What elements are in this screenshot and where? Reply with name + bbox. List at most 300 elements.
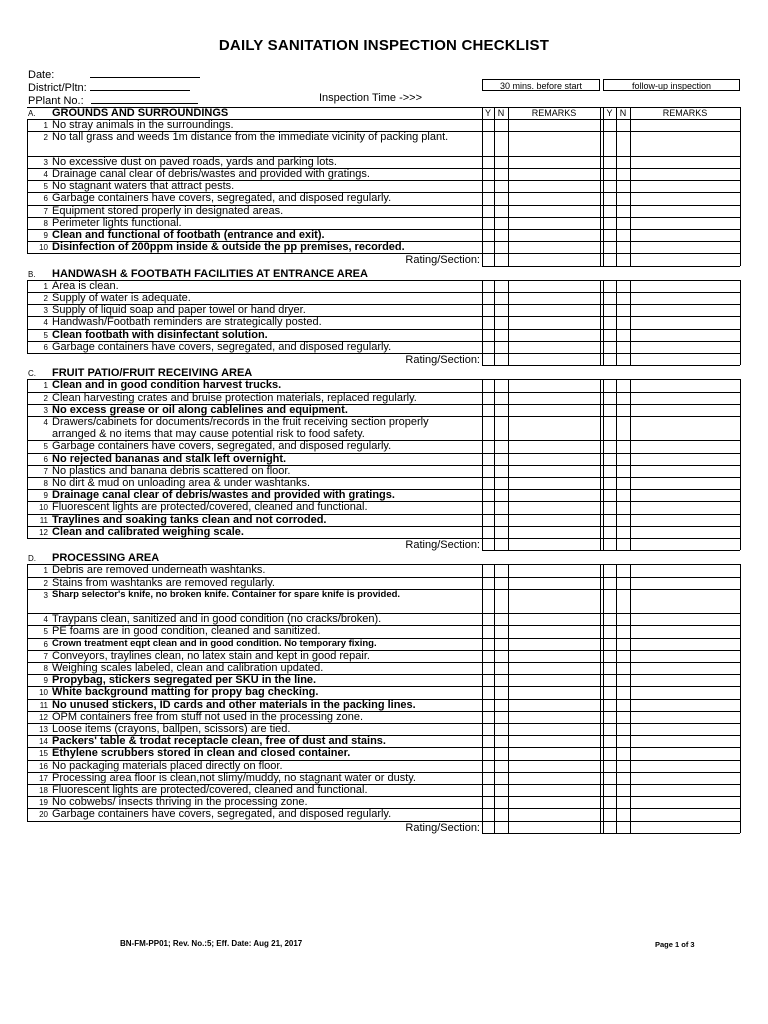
yes-cell-30min[interactable] (482, 404, 494, 416)
remarks-cell-30min[interactable] (508, 180, 600, 192)
no-cell-30min[interactable] (494, 711, 508, 723)
rating-remarks-30min[interactable] (508, 253, 600, 265)
yes-cell-followup[interactable] (603, 465, 616, 477)
rating-no-30min[interactable] (494, 538, 508, 550)
remarks-cell-followup[interactable] (630, 577, 740, 589)
remarks-cell-followup[interactable] (630, 808, 740, 820)
remarks-cell-30min[interactable] (508, 379, 600, 391)
rating-yes-30min[interactable] (482, 353, 494, 365)
no-cell-followup[interactable] (616, 440, 630, 452)
yes-cell-30min[interactable] (482, 341, 494, 353)
remarks-cell-followup[interactable] (630, 292, 740, 304)
remarks-cell-followup[interactable] (630, 241, 740, 253)
no-cell-followup[interactable] (616, 564, 630, 576)
remarks-cell-followup[interactable] (630, 192, 740, 204)
yes-cell-30min[interactable] (482, 760, 494, 772)
rating-remarks-30min[interactable] (508, 538, 600, 550)
remarks-cell-followup[interactable] (630, 341, 740, 353)
remarks-cell-followup[interactable] (630, 168, 740, 180)
yes-cell-followup[interactable] (603, 699, 616, 711)
yes-cell-followup[interactable] (603, 119, 616, 131)
rating-yes-followup[interactable] (603, 538, 616, 550)
yes-cell-30min[interactable] (482, 489, 494, 501)
yes-cell-followup[interactable] (603, 589, 616, 613)
remarks-cell-30min[interactable] (508, 625, 600, 637)
rating-no-followup[interactable] (616, 353, 630, 365)
yes-cell-followup[interactable] (603, 131, 616, 155)
remarks-cell-followup[interactable] (630, 735, 740, 747)
yes-cell-followup[interactable] (603, 564, 616, 576)
yes-cell-followup[interactable] (603, 477, 616, 489)
remarks-cell-followup[interactable] (630, 465, 740, 477)
remarks-cell-30min[interactable] (508, 577, 600, 589)
remarks-cell-followup[interactable] (630, 674, 740, 686)
remarks-cell-30min[interactable] (508, 723, 600, 735)
no-cell-followup[interactable] (616, 304, 630, 316)
rating-remarks-30min[interactable] (508, 353, 600, 365)
yes-cell-followup[interactable] (603, 329, 616, 341)
remarks-cell-followup[interactable] (630, 613, 740, 625)
yes-cell-followup[interactable] (603, 577, 616, 589)
no-cell-followup[interactable] (616, 686, 630, 698)
yes-cell-30min[interactable] (482, 192, 494, 204)
rating-no-followup[interactable] (616, 253, 630, 265)
remarks-cell-followup[interactable] (630, 796, 740, 808)
remarks-cell-followup[interactable] (630, 477, 740, 489)
no-cell-30min[interactable] (494, 180, 508, 192)
no-cell-30min[interactable] (494, 784, 508, 796)
no-cell-30min[interactable] (494, 217, 508, 229)
rating-remarks-30min[interactable] (508, 821, 600, 833)
yes-cell-30min[interactable] (482, 416, 494, 440)
remarks-cell-30min[interactable] (508, 760, 600, 772)
remarks-cell-followup[interactable] (630, 392, 740, 404)
no-cell-followup[interactable] (616, 217, 630, 229)
yes-cell-followup[interactable] (603, 304, 616, 316)
remarks-cell-30min[interactable] (508, 392, 600, 404)
remarks-cell-30min[interactable] (508, 699, 600, 711)
remarks-cell-followup[interactable] (630, 514, 740, 526)
rating-remarks-followup[interactable] (630, 353, 740, 365)
yes-cell-followup[interactable] (603, 711, 616, 723)
yes-cell-30min[interactable] (482, 564, 494, 576)
remarks-cell-30min[interactable] (508, 772, 600, 784)
no-cell-30min[interactable] (494, 453, 508, 465)
no-cell-followup[interactable] (616, 638, 630, 650)
no-cell-followup[interactable] (616, 379, 630, 391)
no-cell-30min[interactable] (494, 229, 508, 241)
yes-cell-30min[interactable] (482, 723, 494, 735)
remarks-cell-30min[interactable] (508, 280, 600, 292)
remarks-cell-followup[interactable] (630, 229, 740, 241)
no-cell-followup[interactable] (616, 613, 630, 625)
no-cell-followup[interactable] (616, 489, 630, 501)
remarks-cell-followup[interactable] (630, 119, 740, 131)
no-cell-followup[interactable] (616, 760, 630, 772)
remarks-cell-followup[interactable] (630, 156, 740, 168)
no-cell-followup[interactable] (616, 589, 630, 613)
remarks-cell-30min[interactable] (508, 192, 600, 204)
no-cell-30min[interactable] (494, 392, 508, 404)
remarks-cell-followup[interactable] (630, 440, 740, 452)
remarks-cell-followup[interactable] (630, 416, 740, 440)
remarks-cell-30min[interactable] (508, 156, 600, 168)
remarks-cell-30min[interactable] (508, 477, 600, 489)
remarks-cell-followup[interactable] (630, 711, 740, 723)
remarks-cell-30min[interactable] (508, 440, 600, 452)
yes-cell-followup[interactable] (603, 686, 616, 698)
remarks-cell-30min[interactable] (508, 589, 600, 613)
remarks-cell-followup[interactable] (630, 564, 740, 576)
yes-cell-30min[interactable] (482, 465, 494, 477)
no-cell-followup[interactable] (616, 453, 630, 465)
no-cell-followup[interactable] (616, 699, 630, 711)
no-cell-followup[interactable] (616, 674, 630, 686)
remarks-cell-followup[interactable] (630, 772, 740, 784)
no-cell-followup[interactable] (616, 796, 630, 808)
yes-cell-30min[interactable] (482, 501, 494, 513)
no-cell-followup[interactable] (616, 784, 630, 796)
yes-cell-30min[interactable] (482, 674, 494, 686)
no-cell-30min[interactable] (494, 341, 508, 353)
remarks-cell-followup[interactable] (630, 280, 740, 292)
yes-cell-30min[interactable] (482, 796, 494, 808)
yes-cell-followup[interactable] (603, 723, 616, 735)
yes-cell-followup[interactable] (603, 241, 616, 253)
yes-cell-30min[interactable] (482, 625, 494, 637)
remarks-cell-30min[interactable] (508, 489, 600, 501)
yes-cell-followup[interactable] (603, 229, 616, 241)
no-cell-30min[interactable] (494, 514, 508, 526)
no-cell-30min[interactable] (494, 241, 508, 253)
no-cell-followup[interactable] (616, 156, 630, 168)
no-cell-followup[interactable] (616, 280, 630, 292)
no-cell-followup[interactable] (616, 392, 630, 404)
yes-cell-30min[interactable] (482, 131, 494, 155)
yes-cell-30min[interactable] (482, 650, 494, 662)
no-cell-30min[interactable] (494, 577, 508, 589)
remarks-cell-followup[interactable] (630, 304, 740, 316)
remarks-cell-followup[interactable] (630, 453, 740, 465)
yes-cell-30min[interactable] (482, 735, 494, 747)
yes-cell-followup[interactable] (603, 168, 616, 180)
no-cell-30min[interactable] (494, 489, 508, 501)
remarks-cell-followup[interactable] (630, 650, 740, 662)
no-cell-30min[interactable] (494, 589, 508, 613)
yes-cell-followup[interactable] (603, 379, 616, 391)
yes-cell-followup[interactable] (603, 638, 616, 650)
remarks-cell-30min[interactable] (508, 217, 600, 229)
remarks-cell-30min[interactable] (508, 292, 600, 304)
yes-cell-followup[interactable] (603, 489, 616, 501)
no-cell-followup[interactable] (616, 241, 630, 253)
yes-cell-30min[interactable] (482, 613, 494, 625)
no-cell-30min[interactable] (494, 638, 508, 650)
no-cell-30min[interactable] (494, 674, 508, 686)
yes-cell-30min[interactable] (482, 392, 494, 404)
no-cell-30min[interactable] (494, 465, 508, 477)
remarks-cell-30min[interactable] (508, 168, 600, 180)
no-cell-followup[interactable] (616, 501, 630, 513)
remarks-cell-followup[interactable] (630, 217, 740, 229)
no-cell-30min[interactable] (494, 131, 508, 155)
remarks-cell-followup[interactable] (630, 699, 740, 711)
remarks-cell-30min[interactable] (508, 341, 600, 353)
remarks-cell-followup[interactable] (630, 404, 740, 416)
rating-remarks-followup[interactable] (630, 538, 740, 550)
yes-cell-30min[interactable] (482, 440, 494, 452)
remarks-cell-followup[interactable] (630, 180, 740, 192)
remarks-cell-followup[interactable] (630, 638, 740, 650)
no-cell-followup[interactable] (616, 465, 630, 477)
yes-cell-30min[interactable] (482, 453, 494, 465)
yes-cell-followup[interactable] (603, 205, 616, 217)
no-cell-30min[interactable] (494, 192, 508, 204)
rating-yes-30min[interactable] (482, 253, 494, 265)
yes-cell-followup[interactable] (603, 796, 616, 808)
no-cell-30min[interactable] (494, 747, 508, 759)
yes-cell-30min[interactable] (482, 772, 494, 784)
remarks-cell-30min[interactable] (508, 662, 600, 674)
no-cell-followup[interactable] (616, 477, 630, 489)
no-cell-30min[interactable] (494, 379, 508, 391)
rating-no-30min[interactable] (494, 353, 508, 365)
no-cell-followup[interactable] (616, 131, 630, 155)
yes-cell-30min[interactable] (482, 379, 494, 391)
rating-yes-30min[interactable] (482, 538, 494, 550)
yes-cell-followup[interactable] (603, 217, 616, 229)
no-cell-30min[interactable] (494, 564, 508, 576)
remarks-cell-30min[interactable] (508, 453, 600, 465)
remarks-cell-30min[interactable] (508, 465, 600, 477)
no-cell-30min[interactable] (494, 316, 508, 328)
no-cell-30min[interactable] (494, 686, 508, 698)
yes-cell-followup[interactable] (603, 808, 616, 820)
remarks-cell-followup[interactable] (630, 747, 740, 759)
remarks-cell-30min[interactable] (508, 514, 600, 526)
no-cell-30min[interactable] (494, 723, 508, 735)
rating-remarks-followup[interactable] (630, 253, 740, 265)
remarks-cell-followup[interactable] (630, 131, 740, 155)
remarks-cell-30min[interactable] (508, 674, 600, 686)
yes-cell-30min[interactable] (482, 229, 494, 241)
yes-cell-followup[interactable] (603, 772, 616, 784)
yes-cell-followup[interactable] (603, 735, 616, 747)
yes-cell-30min[interactable] (482, 304, 494, 316)
no-cell-followup[interactable] (616, 416, 630, 440)
no-cell-followup[interactable] (616, 650, 630, 662)
yes-cell-30min[interactable] (482, 280, 494, 292)
no-cell-30min[interactable] (494, 808, 508, 820)
remarks-cell-followup[interactable] (630, 589, 740, 613)
yes-cell-30min[interactable] (482, 168, 494, 180)
no-cell-30min[interactable] (494, 329, 508, 341)
no-cell-followup[interactable] (616, 808, 630, 820)
remarks-cell-30min[interactable] (508, 784, 600, 796)
yes-cell-30min[interactable] (482, 180, 494, 192)
remarks-cell-30min[interactable] (508, 796, 600, 808)
no-cell-30min[interactable] (494, 477, 508, 489)
yes-cell-followup[interactable] (603, 514, 616, 526)
yes-cell-followup[interactable] (603, 292, 616, 304)
yes-cell-30min[interactable] (482, 808, 494, 820)
rating-remarks-followup[interactable] (630, 821, 740, 833)
no-cell-30min[interactable] (494, 796, 508, 808)
yes-cell-followup[interactable] (603, 156, 616, 168)
no-cell-30min[interactable] (494, 772, 508, 784)
no-cell-30min[interactable] (494, 650, 508, 662)
no-cell-followup[interactable] (616, 316, 630, 328)
no-cell-30min[interactable] (494, 760, 508, 772)
yes-cell-followup[interactable] (603, 316, 616, 328)
yes-cell-followup[interactable] (603, 613, 616, 625)
yes-cell-followup[interactable] (603, 662, 616, 674)
yes-cell-30min[interactable] (482, 477, 494, 489)
rating-yes-30min[interactable] (482, 821, 494, 833)
remarks-cell-30min[interactable] (508, 564, 600, 576)
yes-cell-30min[interactable] (482, 686, 494, 698)
no-cell-followup[interactable] (616, 329, 630, 341)
remarks-cell-30min[interactable] (508, 316, 600, 328)
no-cell-followup[interactable] (616, 292, 630, 304)
remarks-cell-followup[interactable] (630, 329, 740, 341)
remarks-cell-30min[interactable] (508, 501, 600, 513)
remarks-cell-30min[interactable] (508, 686, 600, 698)
remarks-cell-followup[interactable] (630, 625, 740, 637)
no-cell-30min[interactable] (494, 280, 508, 292)
yes-cell-30min[interactable] (482, 589, 494, 613)
remarks-cell-30min[interactable] (508, 808, 600, 820)
yes-cell-followup[interactable] (603, 341, 616, 353)
no-cell-30min[interactable] (494, 735, 508, 747)
no-cell-30min[interactable] (494, 292, 508, 304)
yes-cell-followup[interactable] (603, 501, 616, 513)
remarks-cell-30min[interactable] (508, 613, 600, 625)
yes-cell-followup[interactable] (603, 625, 616, 637)
no-cell-30min[interactable] (494, 501, 508, 513)
no-cell-followup[interactable] (616, 711, 630, 723)
no-cell-30min[interactable] (494, 156, 508, 168)
remarks-cell-followup[interactable] (630, 784, 740, 796)
yes-cell-30min[interactable] (482, 241, 494, 253)
yes-cell-30min[interactable] (482, 292, 494, 304)
no-cell-followup[interactable] (616, 662, 630, 674)
remarks-cell-30min[interactable] (508, 650, 600, 662)
no-cell-followup[interactable] (616, 180, 630, 192)
yes-cell-30min[interactable] (482, 747, 494, 759)
no-cell-30min[interactable] (494, 205, 508, 217)
remarks-cell-followup[interactable] (630, 723, 740, 735)
yes-cell-followup[interactable] (603, 760, 616, 772)
no-cell-followup[interactable] (616, 404, 630, 416)
remarks-cell-30min[interactable] (508, 747, 600, 759)
yes-cell-30min[interactable] (482, 156, 494, 168)
yes-cell-30min[interactable] (482, 119, 494, 131)
no-cell-followup[interactable] (616, 341, 630, 353)
rating-no-30min[interactable] (494, 821, 508, 833)
rating-no-followup[interactable] (616, 538, 630, 550)
no-cell-followup[interactable] (616, 577, 630, 589)
no-cell-followup[interactable] (616, 772, 630, 784)
remarks-cell-30min[interactable] (508, 416, 600, 440)
remarks-cell-30min[interactable] (508, 329, 600, 341)
yes-cell-followup[interactable] (603, 784, 616, 796)
yes-cell-30min[interactable] (482, 784, 494, 796)
remarks-cell-30min[interactable] (508, 119, 600, 131)
rating-yes-followup[interactable] (603, 821, 616, 833)
no-cell-30min[interactable] (494, 168, 508, 180)
yes-cell-30min[interactable] (482, 711, 494, 723)
remarks-cell-30min[interactable] (508, 131, 600, 155)
remarks-cell-followup[interactable] (630, 686, 740, 698)
yes-cell-followup[interactable] (603, 192, 616, 204)
no-cell-30min[interactable] (494, 662, 508, 674)
no-cell-followup[interactable] (616, 119, 630, 131)
yes-cell-30min[interactable] (482, 217, 494, 229)
remarks-cell-followup[interactable] (630, 501, 740, 513)
no-cell-30min[interactable] (494, 625, 508, 637)
yes-cell-followup[interactable] (603, 453, 616, 465)
yes-cell-followup[interactable] (603, 392, 616, 404)
remarks-cell-followup[interactable] (630, 379, 740, 391)
remarks-cell-followup[interactable] (630, 760, 740, 772)
yes-cell-30min[interactable] (482, 205, 494, 217)
rating-yes-followup[interactable] (603, 253, 616, 265)
yes-cell-30min[interactable] (482, 577, 494, 589)
yes-cell-30min[interactable] (482, 526, 494, 538)
no-cell-followup[interactable] (616, 625, 630, 637)
no-cell-followup[interactable] (616, 735, 630, 747)
yes-cell-followup[interactable] (603, 650, 616, 662)
no-cell-followup[interactable] (616, 192, 630, 204)
yes-cell-followup[interactable] (603, 440, 616, 452)
yes-cell-30min[interactable] (482, 662, 494, 674)
yes-cell-followup[interactable] (603, 747, 616, 759)
remarks-cell-followup[interactable] (630, 526, 740, 538)
no-cell-30min[interactable] (494, 404, 508, 416)
remarks-cell-followup[interactable] (630, 489, 740, 501)
remarks-cell-followup[interactable] (630, 662, 740, 674)
no-cell-followup[interactable] (616, 723, 630, 735)
remarks-cell-30min[interactable] (508, 735, 600, 747)
remarks-cell-30min[interactable] (508, 638, 600, 650)
yes-cell-30min[interactable] (482, 316, 494, 328)
remarks-cell-30min[interactable] (508, 241, 600, 253)
remarks-cell-30min[interactable] (508, 205, 600, 217)
no-cell-followup[interactable] (616, 168, 630, 180)
yes-cell-30min[interactable] (482, 329, 494, 341)
rating-no-30min[interactable] (494, 253, 508, 265)
yes-cell-30min[interactable] (482, 638, 494, 650)
yes-cell-followup[interactable] (603, 416, 616, 440)
no-cell-30min[interactable] (494, 304, 508, 316)
remarks-cell-30min[interactable] (508, 711, 600, 723)
rating-yes-followup[interactable] (603, 353, 616, 365)
yes-cell-followup[interactable] (603, 180, 616, 192)
no-cell-30min[interactable] (494, 699, 508, 711)
yes-cell-30min[interactable] (482, 514, 494, 526)
no-cell-30min[interactable] (494, 440, 508, 452)
no-cell-followup[interactable] (616, 205, 630, 217)
no-cell-30min[interactable] (494, 119, 508, 131)
remarks-cell-30min[interactable] (508, 404, 600, 416)
yes-cell-30min[interactable] (482, 699, 494, 711)
no-cell-30min[interactable] (494, 613, 508, 625)
remarks-cell-30min[interactable] (508, 304, 600, 316)
no-cell-followup[interactable] (616, 526, 630, 538)
yes-cell-followup[interactable] (603, 526, 616, 538)
yes-cell-followup[interactable] (603, 280, 616, 292)
